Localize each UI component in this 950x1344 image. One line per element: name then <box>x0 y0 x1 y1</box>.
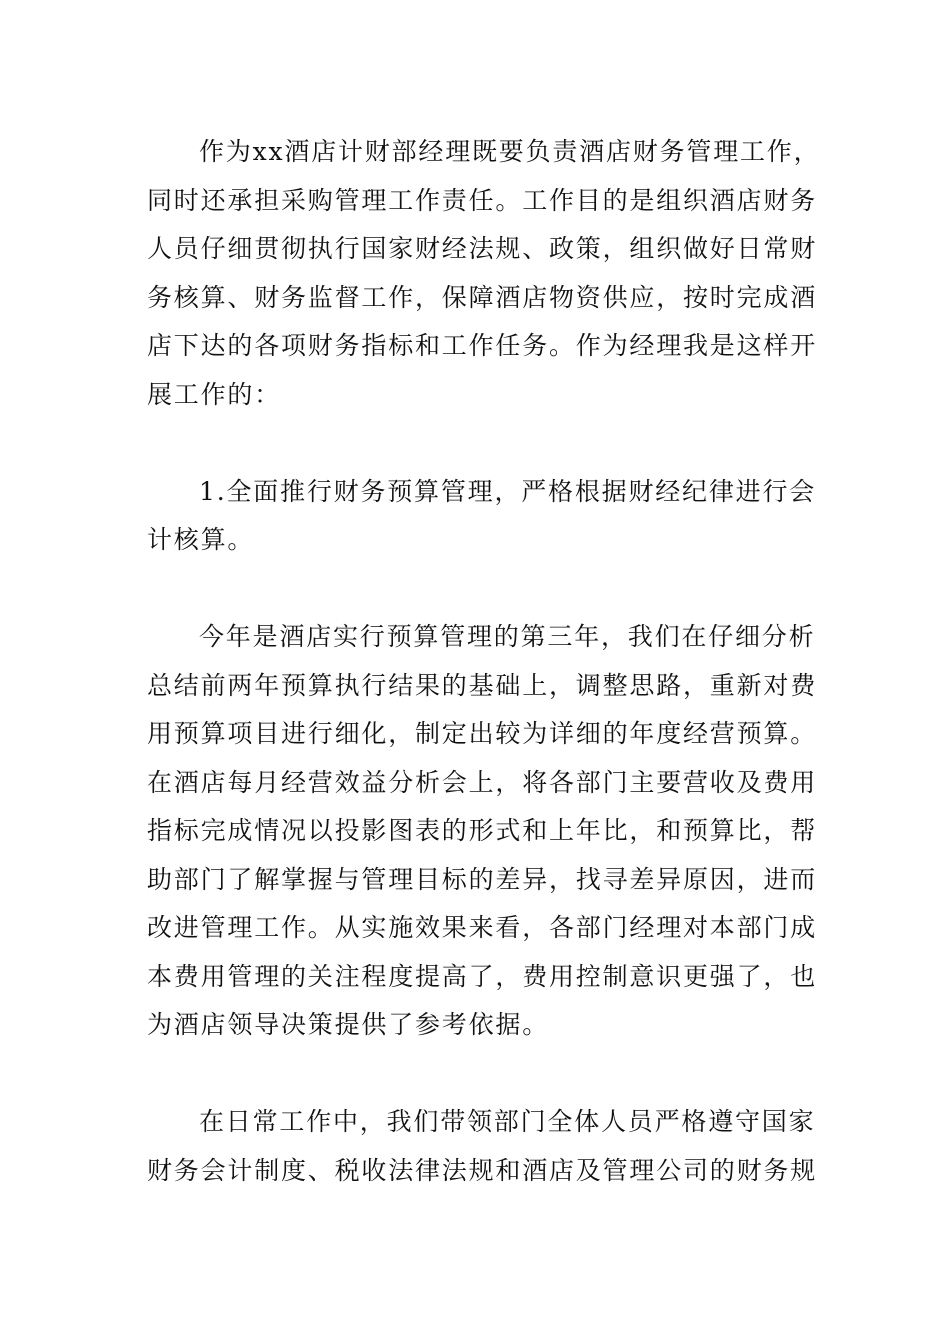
paragraph-3 <box>147 613 818 1050</box>
text-line: 务核算、财务监督工作，保障酒店物资供应，按时完成酒 <box>147 282 818 312</box>
paragraph-1 <box>147 128 821 419</box>
text-line: 展工作的： <box>147 379 282 409</box>
text-line: 在酒店每月经营效益分析会上，将各部门主要营收及费用 <box>147 767 818 797</box>
paragraph-gap <box>147 419 807 468</box>
text-line: 作为xx酒店计财部经理既要负责酒店财务管理工作， <box>199 137 821 166</box>
text-line: 同时还承担采购管理工作责任。工作目的是组织酒店财务 <box>147 185 818 215</box>
text-line: 在日常工作中，我们带领部门全体人员严格遵守国家 <box>199 1107 816 1136</box>
paragraph-4 <box>147 1098 818 1195</box>
text-line: 财务会计制度、税收法律法规和酒店及管理公司的财务规 <box>147 1155 818 1185</box>
text-line: 今年是酒店实行预算管理的第三年，我们在仔细分析 <box>199 622 816 651</box>
document-body <box>147 128 821 1195</box>
paragraph-gap <box>147 565 807 614</box>
text-line: 为酒店领导决策提供了参考依据。 <box>147 1010 550 1039</box>
paragraph-gap <box>147 1050 807 1099</box>
paragraph-2 <box>147 468 817 565</box>
text-line: 用预算项目进行细化，制定出较为详细的年度经营预算。 <box>147 719 818 748</box>
text-line: 1.全面推行财务预算管理，严格根据财经纪律进行会 <box>199 476 817 506</box>
text-line: 总结前两年预算执行结果的基础上，调整思路，重新对费 <box>147 670 818 700</box>
text-line: 指标完成情况以投影图表的形式和上年比，和预算比，帮 <box>147 816 818 845</box>
text-line: 计核算。 <box>147 525 255 554</box>
text-line: 本费用管理的关注程度提高了，费用控制意识更强了，也 <box>147 961 818 991</box>
text-line: 助部门了解掌握与管理目标的差异，找寻差异原因，进而 <box>147 864 818 894</box>
text-line: 改进管理工作。从实施效果来看，各部门经理对本部门成 <box>147 913 818 942</box>
text-line: 人员仔细贯彻执行国家财经法规、政策，组织做好日常财 <box>147 234 818 263</box>
text-line: 店下达的各项财务指标和工作任务。作为经理我是这样开 <box>147 331 818 360</box>
